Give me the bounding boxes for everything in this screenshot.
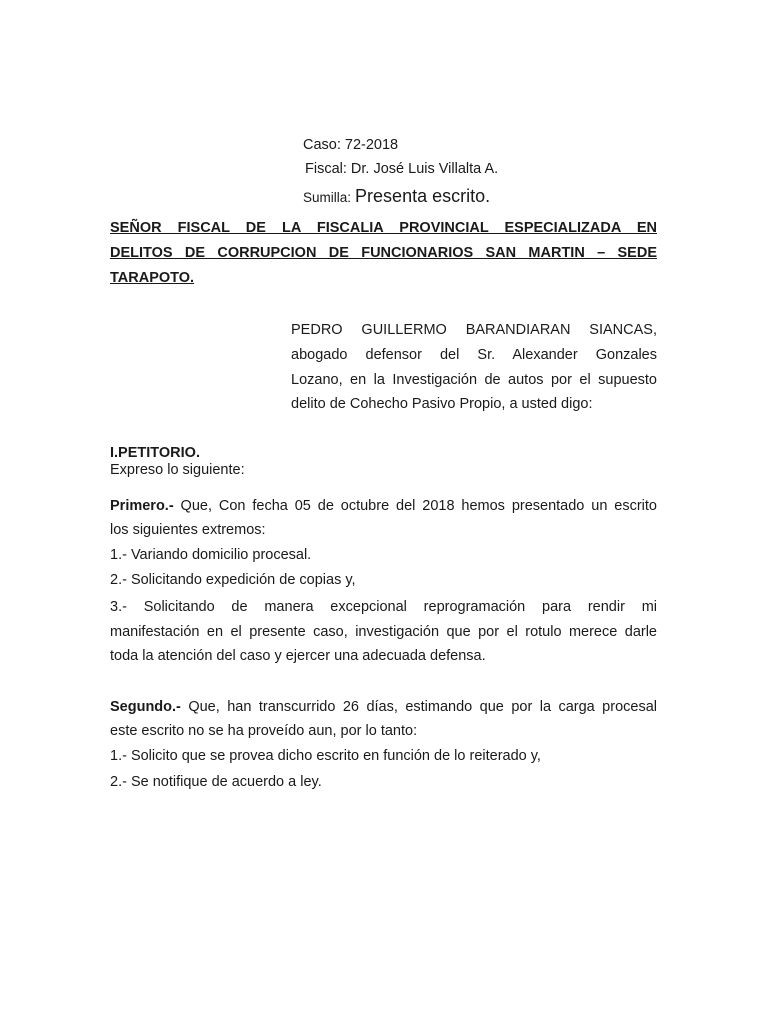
petitorio-subheading: Expreso lo siguiente: (110, 462, 245, 478)
segundo-line-2: este escrito no se ha proveído aun, por lo tanto: (110, 723, 418, 739)
intro-line-1: PEDRO GUILLERMO BARANDIARAN SIANCAS, (291, 322, 657, 338)
segundo-item-1: 1.- Solicito que se provea dicho escrito en función de lo reiterado y, (110, 748, 541, 764)
sumilla (303, 187, 490, 206)
primero-item-3-line-2: manifestación en el presente caso, investigación que por el rotulo merece darle (110, 624, 657, 640)
intro-line-2: abogado defensor del Sr. Alexander Gonzales (291, 347, 657, 363)
addressee-line-2: DELITOS DE CORRUPCION DE FUNCIONARIOS SAN MARTIN – SEDE (110, 245, 657, 261)
addressee-line-1: SEÑOR FISCAL DE LA FISCALIA PROVINCIAL ESPECIALIZADA EN (110, 220, 657, 236)
primero-text: Que, Con fecha 05 de octubre del 2018 hemos presentado un escrito (173, 498, 657, 514)
primero-line-2: los siguientes extremos: (110, 522, 266, 538)
segundo-text: Que, han transcurrido 26 días, estimando que por la carga procesal (180, 699, 657, 715)
addressee-line-3: TARAPOTO. (110, 270, 195, 286)
primero-item-2: 2.- Solicitando expedición de copias y, (110, 572, 356, 588)
sumilla-label: Sumilla: (303, 190, 352, 205)
petitorio-heading: I.PETITORIO. (110, 445, 200, 461)
segundo-line-1 (110, 699, 657, 715)
segundo-item-2: 2.- Se notifique de acuerdo a ley. (110, 774, 322, 790)
primero-item-1: 1.- Variando domicilio procesal. (110, 547, 312, 563)
primero-line-1 (110, 498, 657, 514)
primero-item-3-line-3: toda la atención del caso y ejercer una adecuada defensa. (110, 648, 486, 664)
sumilla-value: Presenta escrito. (355, 186, 491, 206)
fiscal-name: Fiscal: Dr. José Luis Villalta A. (305, 161, 499, 177)
intro-line-3: Lozano, en la Investigación de autos por el supuesto (291, 372, 657, 388)
segundo-label: Segundo.- (110, 699, 181, 715)
intro-line-4: delito de Cohecho Pasivo Propio, a usted digo: (291, 396, 593, 412)
primero-label: Primero.- (110, 498, 174, 514)
primero-item-3-line-1: 3.- Solicitando de manera excepcional reprogramación para rendir mi (110, 599, 657, 615)
case-number: Caso: 72-2018 (303, 137, 399, 153)
